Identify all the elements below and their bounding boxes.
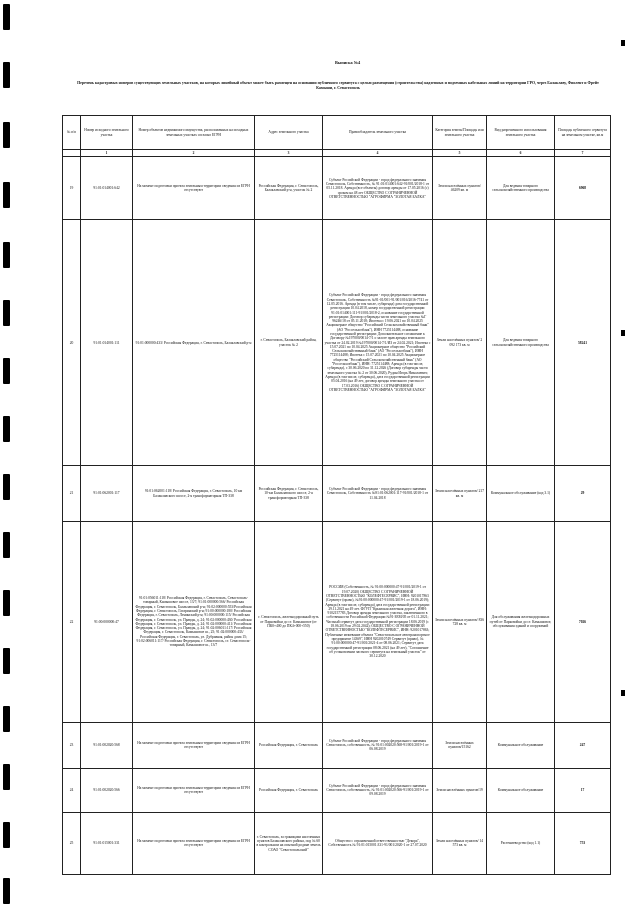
table-row — [63, 812, 611, 874]
document-caption: Перечень кадастровых номеров существующих земельных участков, на которых линейный объект может быть размещен на основании публичного сервитута с целью размещения (строительства) надземных и подземных кабельных линий на территории ГРО, через Балаклаву, Фиолент и Фрейт Камыши, г. Севастополь — [77, 81, 599, 90]
cell-usage: Коммунальное обслуживание — [487, 722, 555, 768]
scan-edge-mark — [621, 40, 625, 46]
cell-num: 19 — [63, 157, 81, 220]
cell-usage: Для ведения товарного сельскохозяйственного производства — [487, 157, 555, 220]
header-usage: Вид разрешенного использования земельного участка — [487, 116, 555, 150]
cell-cadastral: 91:00:000000:47 — [81, 522, 133, 722]
binder-hole — [3, 122, 10, 148]
cell-cadastral: 91:01:014001:642 — [81, 157, 133, 220]
cell-objects: На момент подготовки проекта земельным территории сведения из ЕГРН отсутствуют — [133, 722, 255, 768]
cell-servitude-area: 6968 — [555, 157, 611, 220]
header-holder: Правообладатель земельного участка — [323, 116, 433, 150]
column-number — [63, 150, 81, 157]
column-number-row — [63, 150, 611, 157]
binder-hole — [3, 532, 10, 558]
binder-hole — [3, 878, 10, 904]
binder-hole — [3, 764, 10, 790]
binder-hole — [3, 474, 10, 500]
column-number: 1 — [81, 150, 133, 157]
cell-num: 22 — [63, 522, 81, 722]
cell-address: г. Севастополь, за границами населенных пунктов Балаклавского района, под № 60 в контрольном на опытной родине земель СОАО "Севастопольский" — [255, 812, 323, 874]
binder-hole — [3, 182, 10, 208]
cell-objects: На момент подготовки проекта земельным территории сведения из ЕГРН отсутствуют — [133, 157, 255, 220]
cell-cadastral: 91:01:002020:566 — [81, 768, 133, 812]
cell-category: Земли населённых пунктов/15162 — [433, 722, 487, 768]
cell-cadastral: 91:01:002020:568 — [81, 722, 133, 768]
cell-servitude-area: 7026 — [555, 522, 611, 722]
cell-address: Российская Федерация, г. Севастополь, 10-км Балаклавского шоссе, 2-я трансформаторная ТП-338 — [255, 466, 323, 522]
column-number: 4 — [323, 150, 433, 157]
parcel-table — [62, 115, 611, 875]
cell-cadastral: 91:01:062001:117 — [81, 466, 133, 522]
cell-category: Земли населённых пунктов/ 217 кв. м — [433, 466, 487, 522]
header-servitude-area: Площадь публичного сервитута на земельном участке, кв.м — [555, 116, 611, 150]
cell-category: Земли населённых пунктов/ 2 092 173 кв. м — [433, 220, 487, 466]
cell-servitude-area: 29 — [555, 466, 611, 522]
binder-hole — [3, 242, 10, 268]
table-header-row — [63, 116, 611, 150]
column-number: 3 — [255, 150, 323, 157]
table-row — [63, 466, 611, 522]
header-cadastral: Номер исходного земельного участка — [81, 116, 133, 150]
cell-address: Российская Федерация, г. Севастополь — [255, 722, 323, 768]
column-number: 2 — [133, 150, 255, 157]
cell-servitude-area: 753 — [555, 812, 611, 874]
cell-objects: 91:01:062001:118/ Российская Федерация, г. Севастополь, 10 км Балаклавского шоссе, 2-я трансформаторная ТП-338 — [133, 466, 255, 522]
cell-num: 25 — [63, 812, 81, 874]
header-num: № п/п — [63, 116, 81, 150]
binder-hole — [3, 4, 10, 30]
cell-servitude-area: 17 — [555, 768, 611, 812]
column-number: 6 — [487, 150, 555, 157]
binder-hole — [3, 358, 10, 384]
cell-holder: Субъект Российской Федерации - город федерального значения Севастополь, Собственность, № 91:01:014001:642-91/001/2018-1 от 05.11.2018. Аренда (все объекты) договор аренды от 17.05.2016 (с) сроком на 48 лет ОБЩЕСТВО С ОГРАНИЧЕННОЙ ОТВЕТСТВЕННОСТЬЮ "АГРОФИРМА "ЗОЛОТАЯ БАЛКА" — [323, 157, 433, 220]
binder-hole — [3, 300, 10, 326]
table-row — [63, 768, 611, 812]
cell-objects: На момент подготовки проекта земельным территории сведения из ЕГРН отсутствуют — [133, 812, 255, 874]
cell-usage: Коммунальное обслуживание — [487, 768, 555, 812]
cell-servitude-area: 58241 — [555, 220, 611, 466]
cell-holder: Субъект Российской Федерации - город федерального значения Севастополь, Собственность №91:01:062001:117-91/001/2018-1 от 11.04.2018 — [323, 466, 433, 522]
cell-usage: Коммунальное обслуживание (код 3.1) — [487, 466, 555, 522]
cell-objects: На момент подготовки проекта земельным территории сведения из ЕГРН отсутствуют — [133, 768, 255, 812]
cell-category: Земли населённых пунктов/19 — [433, 768, 487, 812]
cell-category: Земли населённых пунктов/ 14 573 кв. м — [433, 812, 487, 874]
cell-address: Российская Федерация, г. Севастополь, Балаклавский р-н, участок № 2 — [255, 157, 323, 220]
cell-objects: 91:01:000000:433/ Российская Федерация, г. Севастополь, Балаклавский р-н — [133, 220, 255, 466]
cell-holder: Субъект Российской Федерации - город федерального значения Севастополь, собственность, № 91:01:002020:566-91/001/2019-1 от 09.08.2019 — [323, 768, 433, 812]
cell-num: 20 — [63, 220, 81, 466]
cell-usage: Для обслуживания железнодорожных путей от Парковойки до ст. Камышовое, обслуживания зданий и сооружений — [487, 522, 555, 722]
scan-edge-mark — [621, 690, 625, 696]
table-row — [63, 220, 611, 466]
scan-edge-mark — [621, 330, 625, 336]
header-category: Категория земель/Площадь или земельного участка — [433, 116, 487, 150]
header-address: Адрес земельного участка — [255, 116, 323, 150]
cell-category: Земли населённых пунктов/ 836 728 кв. м — [433, 522, 487, 722]
binder-hole — [3, 648, 10, 674]
cell-servitude-area: 247 — [555, 722, 611, 768]
table-row — [63, 722, 611, 768]
table-row — [63, 522, 611, 722]
cell-num: 23 — [63, 722, 81, 768]
cell-usage: Для ведения товарного сельскохозяйственного производства — [487, 220, 555, 466]
cell-cadastral: 91:01:014001:111 — [81, 220, 133, 466]
column-number: 7 — [555, 150, 611, 157]
cell-num: 24 — [63, 768, 81, 812]
table-row — [63, 157, 611, 220]
binder-hole — [3, 416, 10, 442]
cell-address: Российская Федерация, г. Севастополь — [255, 768, 323, 812]
page-label: Выписка №4 — [335, 60, 361, 65]
cell-cadastral: 91:01:015001:331 — [81, 812, 133, 874]
cell-holder: Субъект Российской Федерации - город федерального значения Севастополь, Собственность №91-01/001-91/001/016/2016-7741 от 12.05.2016. Аренда (в том числе, субаренда) дата государственной регистрации 10.04.2018, номер государственной регистрации 91:01:014001:111-91/001/2018-2, основание государственной регистрации: Договор субаренды части земельного участка №Г 96246/18 от 05.11.2018; Ипотека с 19.06.2021 по 10.04.2025 Акционерное общество "Российский Сельскохозяйственный банк" (АО "Россельхозбанк"), ИНН 7725114488, основание государственной регистрации: Дополнительное соглашение к Договору №197000/0014-7/1 о залоге прав аренды земельного участка от 24.02.2019 №197000/0014-7/1/ИЗ от 24.02.2021; Ипотека с 15.07.2021 по 10.04.2025 Акционерное общество "Российский Сельскохозяйственный банк" (АО "Россельхозбанк"), ИНН 7725114488; Ипотека с 15.07.2021 по 10.04.2025 Акционерное общество "Российский Сельскохозяйственный банк" (АО "Россельхозбанк"), ИНН: 7725114488; Аренда (в том числе, субаренда), с 30.06.2020 по 31.12.2026 (Договор субаренды части земельного участка № 2 от 30.06.2020), Рудин Игорь Николаевич; Аренда (в том числе, субаренда), дата государственной регистрации 05.04.2016 (на 49 лет, договор аренды земельного участка от 17.03.2016) ОБЩЕСТВО С ОГРАНИЧЕННОЙ ОТВЕТСТВЕННОСТЬЮ "АГРОФИРМА "ЗОЛОТАЯ БАЛКА" — [323, 220, 433, 466]
cell-holder: Субъект Российской Федерации - город федерального значения Севастополь, собственность, № 91:01:002020:568-91/001/2019-1 от 06.08.2019 — [323, 722, 433, 768]
cell-num: 21 — [63, 466, 81, 522]
cell-usage: Растениеводство (код 1.1) — [487, 812, 555, 874]
binder-hole — [3, 62, 10, 88]
binder-hole — [3, 706, 10, 732]
binder-hole — [3, 822, 10, 848]
cell-holder: РОССИЯ (Собственность, № 91:00:000000:47-91/001/2019-1 от 19.07.2020) ОБЩЕСТВО С ОГРАНИЧЕННОЙ ОТВЕТСТВЕННОСТЬЮ "КОЛЕФТЕСЕРВИС", ИНН: 9201017863 (Сервитут (право), №91:00:000000:47-91/001/2019-1 от 18.06.2019); Аренда (в том числе, субаренда) дата государственной регистрации: 29.11.2021 на 49 лет. ФГУП "Крымская железная дорога", ИНН: 9102157783 Договор аренды земельного участка, заключенного в собственности Российской Федерации №91-ЗЕМ/05 от 01.11.2021; Частный сервитут дата государственной регистрации 18.06.2019 (с 18.06.2019 по 29.02.2042); ОБЩЕСТВО С ОГРАНИЧЕННОЙ ОТВЕТСТВЕННОСТЬЮ "КОЛЕФТЕСЕРВИС", ИНН: 9201017863; Публичные межевание объекта "Севастопольское автотранспортное предприятие 14369", ИНН 9202010749 Сервитут (право), № 91:00:000000:47-91/001/2021-4 от 08.06.2021; Сервитут дата государственной регистрации 08.06.2021 (на 49 лет), "Соглашение об установлении частного сервитута на земельный участок" от 30.12.2020 — [323, 522, 433, 722]
cell-category: Земли населённых пунктов/ 46209 кв. м — [433, 157, 487, 220]
cell-address: г. Севастополь, железнодорожный путь от Парковойки до ст. Камышовое (от ПК0+400 до ПК4+000+550) — [255, 522, 323, 722]
column-number: 5 — [433, 150, 487, 157]
cell-address: г. Севастополь, Балаклавский район, участок № 2 — [255, 220, 323, 466]
binder-hole — [3, 590, 10, 616]
binder-holes — [0, 0, 14, 905]
cell-holder: Общество с ограниченной ответственностью "Декора", Собственность № 91:01:015001:331-91/001/2020-1 от 27.07.2020 — [323, 812, 433, 874]
header-objects: Номер объектов недвижимого имущества, расположенных на исходных земельных участках согласно ЕГРН — [133, 116, 255, 150]
cell-objects: 91:01:056011:118/ Российская Федерация, г. Севастополь, Севастополь-товарный, Камышовое шоссе, 13/7; 91:01:000000:566/ Российская Федерация, г. Севастополь, Балаклавский р-н; 91:02:000000:553/Российская Федерация, г. Севастополь, Гагаринский р-н; 91:00:000000:180/ Российская Федерация, г. Севастополь, Ленинский р-н; 91:00:000000:115/ Российская Федерация, г. Севастополь, ул. Правды, д. 24; 91:02:000000:430/ Российская Федерация, г. Севастополь, ул. Правды, д. 24; 91:02:000000:411/ Российская Федерация, г. Севастополь, ул. Правды, д. 24; 91:02:006011:117/ Российская Федерация, г. Севастополь, Камышовое ш., 25; 91:02:000000:433/ Российская Федерация, г. Севастополь, ул. Дубравная, район дома 15; 91:02:006011:117/ Российская Федерация, г. Севастополь, ст. Севастополь-товарный, Камышовое ш., 13/7 — [133, 522, 255, 722]
